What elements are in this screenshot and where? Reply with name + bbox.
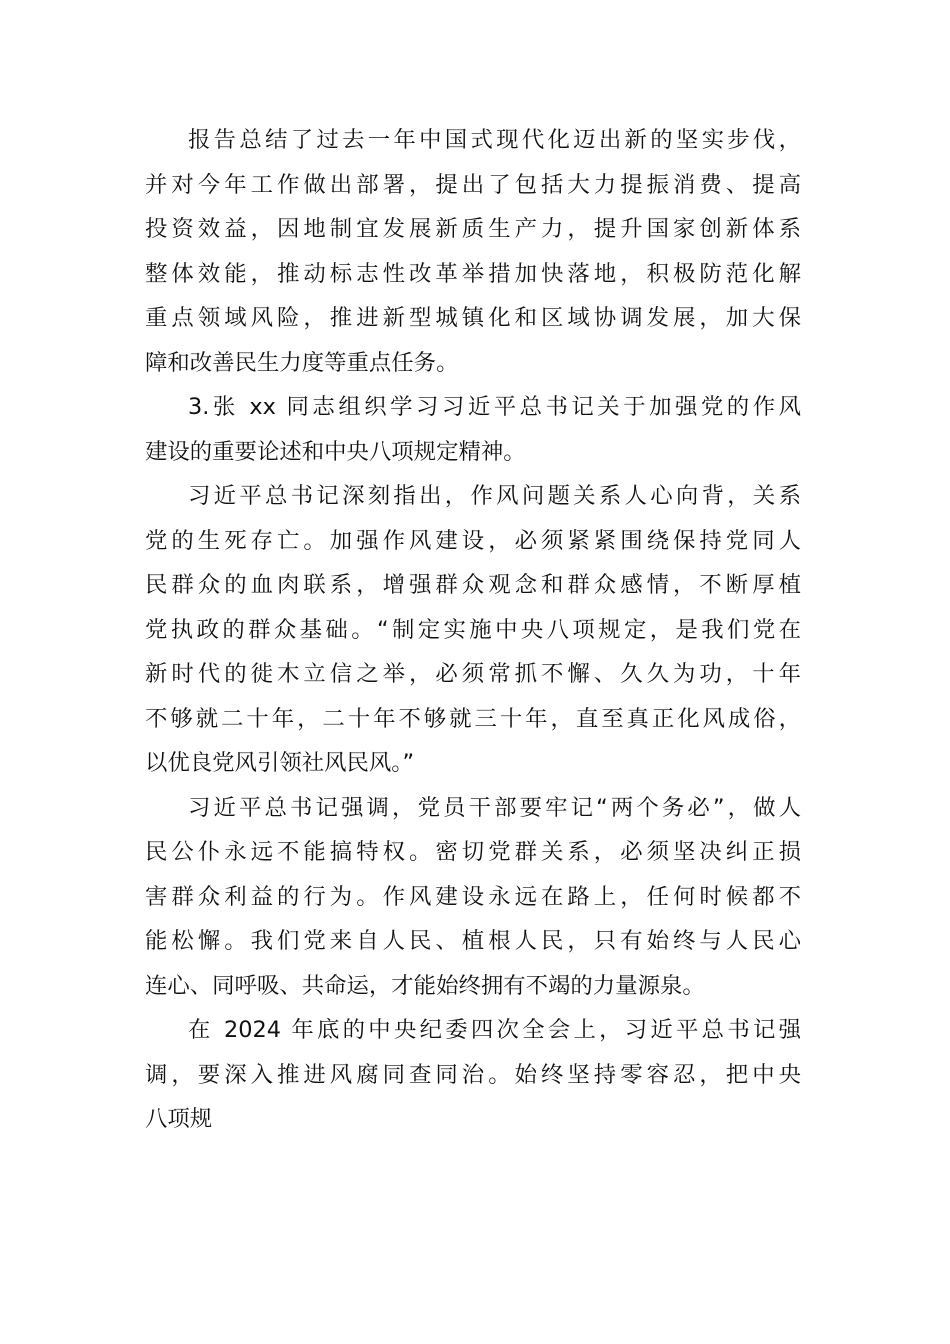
text-line: 党执政的群众基础。“制定实施中央八项规定，是我们党在 (145, 616, 801, 643)
text-line: 并对今年工作做出部署，提出了包括大力提振消费、提高 (145, 171, 801, 198)
text-line: 投资效益，因地制宜发展新质生产力，提升国家创新体系 (145, 216, 801, 242)
text-line: 3.张 xx 同志组织学习习近平总书记关于加强党的作风 (188, 394, 801, 420)
text-line: 民公仆永远不能搞特权。密切党群关系，必须坚决纠正损 (145, 839, 801, 865)
paragraph (145, 1008, 801, 1142)
text-line: 习近平总书记强调，党员干部要牢记“两个务必”，做人 (188, 794, 801, 821)
text-line: 建设的重要论述和中央八项规定精神。 (145, 438, 526, 465)
text-line: 能松懈。我们党来自人民、植根人民，只有始终与人民心 (145, 928, 801, 954)
text-line: 调，要深入推进风腐同查同治。始终坚持零容忍，把中央 (145, 1061, 801, 1088)
text-line: 以优良党风引领社风民风。” (145, 750, 415, 776)
text-line: 障和改善民生力度等重点任务。 (145, 349, 459, 376)
text-line: 八项规 (145, 1106, 213, 1132)
text-line: 报告总结了过去一年中国式现代化迈出新的坚实步伐， (188, 127, 801, 153)
paragraph (145, 385, 801, 474)
paragraph (145, 474, 801, 786)
text-line: 不够就二十年，二十年不够就三十年，直至真正化风成俗， (145, 705, 801, 732)
text-line: 整体效能，推动标志性改革举措加快落地，积极防范化解 (145, 260, 801, 287)
paragraph (145, 118, 801, 385)
text-line: 在 2024 年底的中央纪委四次全会上，习近平总书记强 (188, 1017, 801, 1043)
text-line: 连心、同呼吸、共命运，才能始终拥有不竭的力量源泉。 (145, 972, 705, 999)
text-line: 新时代的徙木立信之举，必须常抓不懈、久久为功，十年 (145, 661, 801, 687)
text-line: 重点领域风险，推进新型城镇化和区域协调发展，加大保 (145, 305, 801, 331)
text-line: 民群众的血肉联系，增强群众观念和群众感情，不断厚植 (145, 572, 801, 598)
text-line: 习近平总书记深刻指出，作风问题关系人心向背，关系 (188, 483, 801, 509)
text-line: 害群众利益的行为。作风建设永远在路上，任何时候都不 (145, 883, 801, 910)
document-body (145, 118, 801, 1142)
text-line: 党的生死存亡。加强作风建设，必须紧紧围绕保持党同人 (145, 527, 801, 554)
paragraph (145, 786, 801, 1009)
